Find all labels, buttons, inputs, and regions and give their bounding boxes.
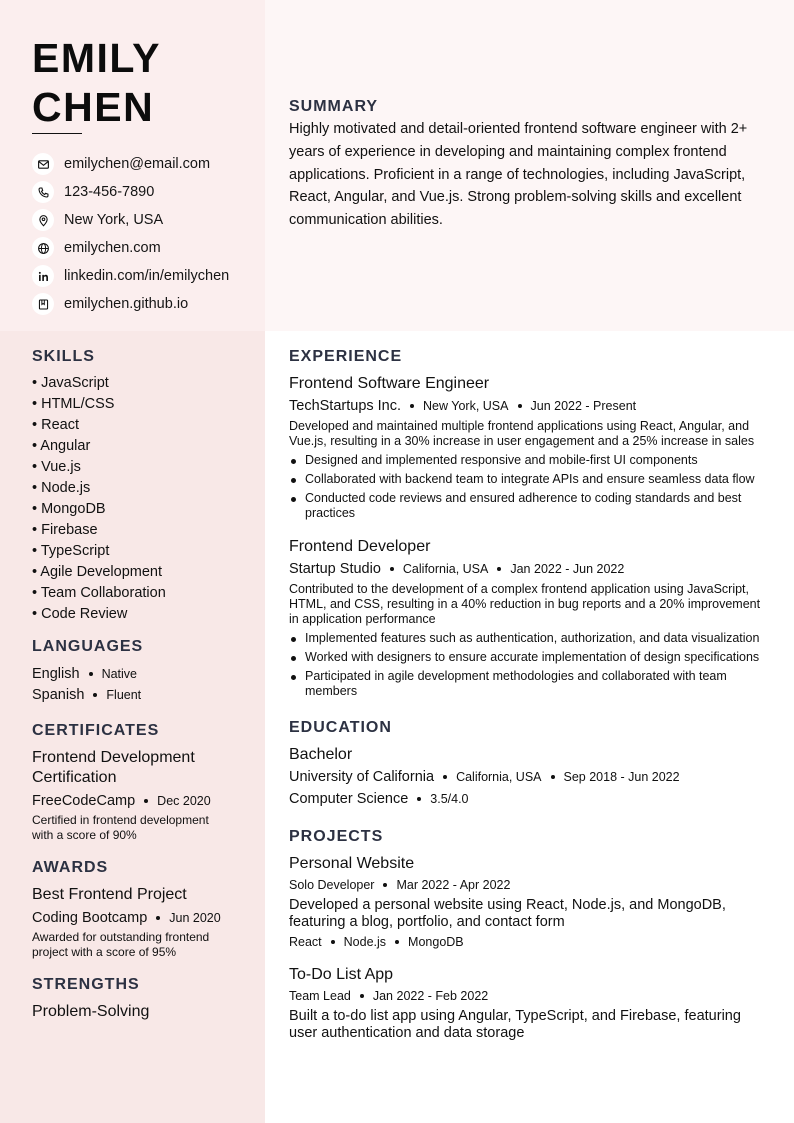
projects-heading: PROJECTS — [289, 828, 384, 845]
skill-item: • Vue.js — [32, 459, 81, 475]
awards-heading: AWARDS — [32, 859, 109, 876]
job-bullet — [289, 453, 773, 468]
bullet-dot — [289, 631, 305, 646]
bullet-dot — [289, 472, 305, 487]
language-item — [32, 663, 247, 684]
globe-icon — [32, 237, 54, 259]
skill-item: • JavaScript — [32, 375, 109, 391]
education-field-row — [289, 788, 773, 810]
location-icon — [32, 209, 54, 231]
job-bullet-text: Worked with designers to ensure accurate implementation of design specifications — [305, 650, 760, 664]
project-meta — [289, 875, 773, 895]
separator-dot — [156, 916, 160, 920]
separator-dot — [497, 567, 501, 571]
separator-dot — [93, 693, 97, 697]
separator-dot — [395, 940, 399, 944]
job-location: California, USA — [402, 562, 489, 576]
contact-linkedin-text: linkedin.com/in/emilychen — [64, 268, 230, 284]
separator-dot — [551, 775, 555, 779]
job-dates: Jan 2022 - Jun 2022 — [510, 562, 625, 576]
language-name: English — [32, 665, 80, 682]
contact-phone[interactable] — [32, 178, 229, 206]
skill-item: • TypeScript — [32, 543, 110, 559]
award-title: Best Frontend Project — [32, 886, 187, 903]
sidebar-content — [32, 348, 247, 1022]
certificate-item — [32, 748, 247, 843]
contact-phone-text: 123-456-7890 — [64, 184, 155, 200]
project-title: Personal Website — [289, 855, 415, 872]
skill-item: • React — [32, 417, 79, 433]
language-level: Native — [101, 666, 137, 681]
skill-item: • HTML/CSS — [32, 396, 115, 412]
job-bullet — [289, 650, 773, 665]
contact-github-text: emilychen.github.io — [64, 296, 189, 312]
job-bullet-text: Collaborated with backend team to integrate APIs and ensure seamless data flow — [305, 472, 755, 486]
first-name: EMILY — [32, 35, 162, 81]
job-bullet-text: Implemented features such as authentication, authorization, and data visualization — [305, 631, 760, 645]
education-degree: Bachelor — [289, 746, 353, 763]
award-desc: Awarded for outstanding frontend — [32, 930, 210, 944]
education-meta — [289, 766, 773, 788]
summary-heading: SUMMARY — [289, 98, 379, 115]
certificates-heading: CERTIFICATES — [32, 722, 160, 739]
education-dates: Sep 2018 - Jun 2022 — [563, 770, 680, 784]
job-item — [289, 373, 773, 521]
job-meta — [289, 395, 773, 417]
summary-text: Highly motivated and detail-oriented frontend software engineer with 2+ years of experience in developing and maintaining complex frontend applications. Proficient in a range of technologies, including JavaScript, React, Angular, and Vue.js. Strong problem-solving skills and excellent communication abilities. — [289, 121, 748, 229]
certificate-title: Frontend Development — [32, 749, 195, 766]
education-heading: EDUCATION — [289, 719, 392, 736]
job-location: New York, USA — [423, 399, 509, 413]
contact-email[interactable] — [32, 150, 229, 178]
separator-dot — [144, 799, 148, 803]
candidate-name — [32, 34, 161, 132]
certificate-desc-cont: with a score of 90% — [32, 828, 137, 842]
contact-website[interactable] — [32, 234, 229, 262]
languages-list — [32, 663, 247, 705]
project-item — [289, 964, 773, 1042]
strength-item: Problem-Solving — [32, 1003, 150, 1020]
languages-heading: LANGUAGES — [32, 638, 144, 655]
contact-list — [32, 150, 229, 318]
job-meta — [289, 558, 773, 580]
skills-heading: SKILLS — [32, 348, 95, 365]
project-tech-item: MongoDB — [408, 935, 464, 949]
skills-list — [32, 373, 247, 625]
job-bullet-text: Conducted code reviews and ensured adherence to coding standards and best practices — [305, 491, 742, 520]
job-company: TechStartups Inc. — [289, 398, 402, 414]
project-role: Solo Developer — [289, 878, 375, 892]
separator-dot — [383, 883, 387, 887]
contact-location-text: New York, USA — [64, 212, 164, 228]
contact-github[interactable] — [32, 290, 229, 318]
project-tech — [289, 932, 773, 952]
education-school: University of California — [289, 769, 435, 785]
project-tech-item: Node.js — [343, 935, 387, 949]
language-level: Fluent — [106, 687, 142, 702]
separator-dot — [417, 797, 421, 801]
project-description: Developed a personal website using React, Node.js, and MongoDB, featuring a blog, portfolio, and contact form — [289, 897, 726, 930]
award-meta — [32, 907, 247, 928]
contact-email-text: emilychen@email.com — [64, 156, 211, 172]
award-item — [32, 885, 247, 960]
email-icon — [32, 153, 54, 175]
skill-item: • MongoDB — [32, 501, 106, 517]
education-item — [289, 744, 773, 810]
certificate-desc: Certified in frontend development — [32, 813, 209, 827]
skill-item: • Code Review — [32, 606, 128, 622]
separator-dot — [89, 672, 93, 676]
separator-dot — [518, 404, 522, 408]
job-bullet — [289, 669, 773, 699]
name-underline — [32, 133, 82, 134]
job-dates: Jun 2022 - Present — [530, 399, 637, 413]
separator-dot — [360, 994, 364, 998]
skill-item: • Agile Development — [32, 564, 163, 580]
job-title: Frontend Software Engineer — [289, 375, 490, 392]
experience-heading: EXPERIENCE — [289, 348, 403, 365]
main-content — [289, 348, 773, 1042]
education-location: California, USA — [456, 770, 542, 784]
language-name: Spanish — [32, 686, 85, 703]
language-item — [32, 684, 247, 705]
github-icon — [32, 293, 54, 315]
bullet-dot — [289, 453, 305, 468]
education-gpa: 3.5/4.0 — [430, 792, 469, 806]
skill-item: • Team Collaboration — [32, 585, 166, 601]
phone-icon — [32, 181, 54, 203]
project-dates: Mar 2022 - Apr 2022 — [396, 878, 511, 892]
award-desc-cont: project with a score of 95% — [32, 945, 177, 959]
job-item — [289, 536, 773, 699]
job-bullet-text: Designed and implemented responsive and mobile-first UI components — [305, 453, 698, 467]
skill-item: • Node.js — [32, 480, 91, 496]
bullet-dot — [289, 669, 305, 699]
job-title: Frontend Developer — [289, 538, 431, 555]
certificate-issuer: FreeCodeCamp — [32, 792, 136, 809]
project-description: Built a to-do list app using Angular, TypeScript, and Firebase, featuring user authentication and data storage — [289, 1008, 741, 1041]
contact-location — [32, 206, 229, 234]
certificate-date: Dec 2020 — [157, 793, 211, 808]
bullet-dot — [289, 650, 305, 665]
bullet-dot — [289, 491, 305, 521]
separator-dot — [443, 775, 447, 779]
project-tech-item: React — [289, 935, 322, 949]
job-bullet — [289, 631, 773, 646]
summary-section — [289, 98, 773, 232]
separator-dot — [410, 404, 414, 408]
job-description: Developed and maintained multiple frontend applications using React, Angular, and Vue.js, resulting in a 30% increase in user engagement and a 25% increase in sales — [289, 419, 755, 448]
award-issuer: Coding Bootcamp — [32, 909, 148, 926]
strengths-heading: STRENGTHS — [32, 976, 140, 993]
certificate-meta — [32, 790, 247, 811]
contact-website-text: emilychen.com — [64, 240, 161, 256]
skill-item: • Firebase — [32, 522, 98, 538]
job-bullet — [289, 472, 773, 487]
job-company: Startup Studio — [289, 561, 381, 577]
separator-dot — [390, 567, 394, 571]
linkedin-icon — [32, 265, 54, 287]
contact-linkedin[interactable] — [32, 262, 229, 290]
skill-item: • Angular — [32, 438, 91, 454]
project-meta — [289, 986, 773, 1006]
job-bullet-text: Participated in agile development methodologies and collaborated with team members — [305, 669, 727, 698]
project-dates: Jan 2022 - Feb 2022 — [372, 989, 489, 1003]
separator-dot — [331, 940, 335, 944]
project-role: Team Lead — [289, 989, 351, 1003]
award-date: Jun 2020 — [169, 910, 221, 925]
last-name: CHEN — [32, 84, 155, 130]
certificate-title-cont: Certification — [32, 769, 117, 786]
project-title: To-Do List App — [289, 966, 394, 983]
job-bullet — [289, 491, 773, 521]
education-field: Computer Science — [289, 791, 409, 807]
job-description: Contributed to the development of a complex frontend application using JavaScript, HTML, and CSS, resulting in a 40% reduction in bug reports and a 20% improvement in application performance — [289, 582, 761, 626]
project-item — [289, 853, 773, 952]
